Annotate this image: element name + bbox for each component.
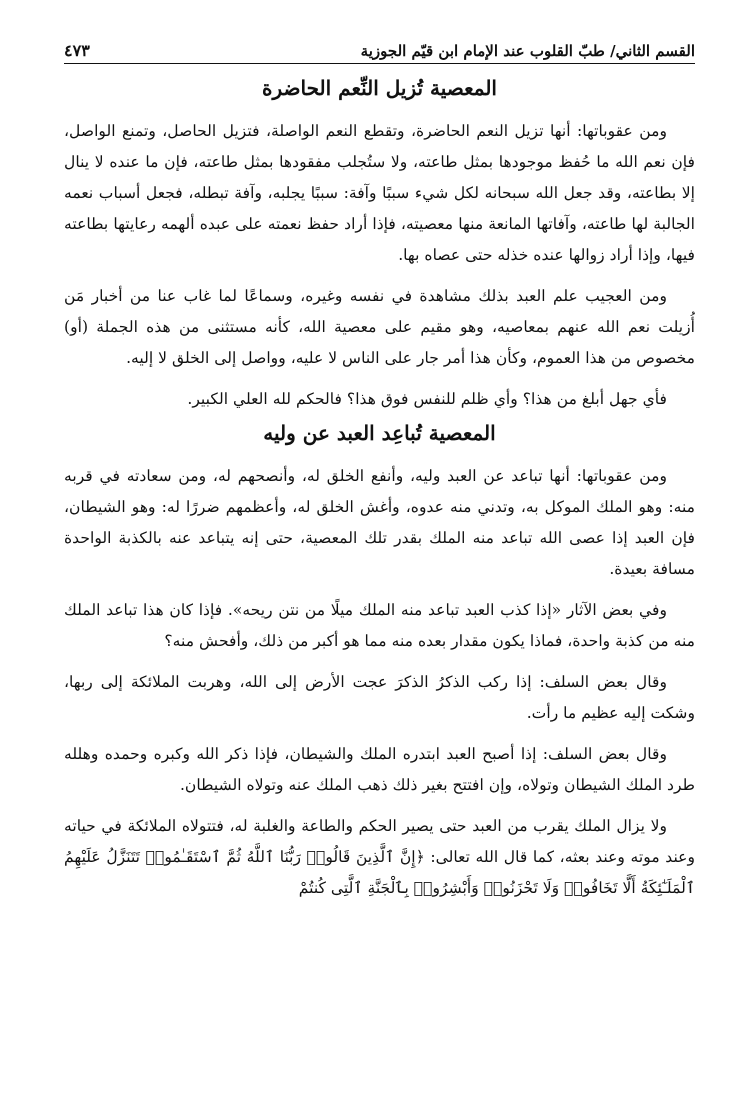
paragraph: وفي بعض الآثار «إذا كذب العبد تباعد منه الملك ميلًا من نتن ريحه». فإذا كان هذا تباعد الملك منه من كذبة واحدة، فماذا يكون مقدار بعده منه مما هو أكبر من ذلك، وأفحش منه؟ xyxy=(64,601,695,650)
running-header xyxy=(64,34,695,64)
running-title: القسم الثاني/ طبّ القلوب عند الإمام ابن قيّم الجوزية xyxy=(360,42,695,60)
paragraph: ومن عقوباتها: أنها تباعد عن العبد وليه، وأنفع الخلق له، وأنصحهم له، ومن سعادته في قربه منه: وهو الملك الموكل به، وتدني منه عدوه، وأغش الخلق له، وأعظمهم ضررًا له: وهو الشيطان، فإن العبد إذا عصى الله تباعد منه الملك بقدر تلك المعصية، حتى إنه يتباعد عنه بالكذبة الواحدة مسافة بعيدة. xyxy=(64,467,695,578)
page-number: ٤٧٣ xyxy=(64,41,90,60)
page-content xyxy=(64,72,695,914)
paragraph: وقال بعض السلف: إذا أصبح العبد ابتدره الملك والشيطان، فإذا ذكر الله وكبره وحمده وهلله طرد الملك الشيطان وتولاه، وإن افتتح بغير ذلك ذهب الملك عنه وتولاه الشيطان. xyxy=(64,745,695,794)
paragraph: فأي جهل أبلغ من هذا؟ وأي ظلم للنفس فوق هذا؟ فالحكم لله العلي الكبير. xyxy=(187,390,667,408)
paragraph: ومن العجيب علم العبد بذلك مشاهدة في نفسه وغيره، وسماعًا لما غاب عنا من أخبار مَن أُزيلت نعم الله عنهم بمعاصيه، وهو مقيم على معصية الله، كأنه مستثنى من هذه الجملة (أو) مخصوص من هذا العموم، وكأن هذا أمر جار على الناس لا عليه، وواصل إلى الخلق لا إليه. xyxy=(64,287,695,367)
section-heading: المعصية تُزيل النِّعم الحاضرة xyxy=(262,76,497,100)
paragraph: ومن عقوباتها: أنها تزيل النعم الحاضرة، وتقطع النعم الواصلة، فتزيل الحاصل، وتمنع الواصل، فإن نعم الله ما حُفظ موجودها بمثل طاعته، ولا ستُجلب مفقودها بمثل طاعته، فإن ما عنده لا ينال إلا بطاعته، وقد جعل الله سبحانه لكل شيء سببًا وآفة: سببًا يجلبه، وآفة تبطله، فجعل أسباب نعمه الجالبة لها طاعته، وآفاتها المانعة منها معصيته، فإذا أراد حفظ نعمته على عبده ألهمه رعايتها بطاعته فيها، وإذا أراد زوالها عنده خذله حتى عصاه بها. xyxy=(64,122,696,264)
section-heading: المعصية تُباعِد العبد عن وليه xyxy=(263,421,496,445)
paragraph: وقال بعض السلف: إذا ركب الذكرُ الذكرَ عجت الأرض إلى الله، وهربت الملائكة إلى ربها، وشكت إليه عظيم ما رأت. xyxy=(64,673,695,722)
paragraph-with-quran-verse: ولا يزال الملك يقرب من العبد حتى يصير الحكم والطاعة والغلبة له، فتتولاه الملائكة في حياته وعند موته وعند بعثه، كما قال الله تعالى: ﴿إِنَّ ٱلَّذِينَ قَالُوا۟ رَبُّنَا ٱللَّهُ ثُمَّ ٱسْتَقَـٰمُوا۟ تَتَنَزَّلُ عَلَيْهِمُ ٱلْمَلَـٰٓئِكَةُ أَلَّا تَخَافُوا۟ وَلَا تَحْزَنُوا۟ وَأَبْشِرُوا۟ بِٱلْجَنَّةِ ٱلَّتِى كُنتُمْ xyxy=(64,817,695,897)
